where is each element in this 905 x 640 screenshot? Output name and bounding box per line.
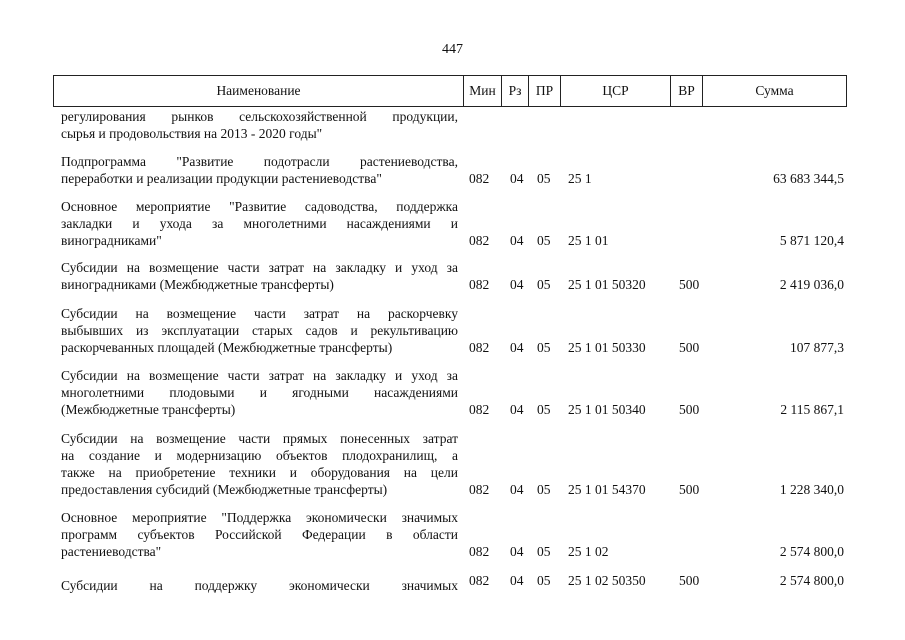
row-name-line: Подпрограмма "Развитие подотрасли растениеводства, (61, 154, 458, 169)
row-name (61, 259, 458, 293)
row-name-line: выбывших из эксплуатации старых садов и рекультивацию (61, 323, 458, 338)
row-name (61, 108, 458, 142)
cell-min: 082 (469, 544, 490, 559)
row-name-line: растениеводства" (61, 544, 162, 559)
row-name-line: Субсидии на возмещение части затрат на закладку и уход за (61, 260, 458, 275)
cell-sum: 2 574 800,0 (779, 573, 844, 588)
header-sum: Сумма (702, 76, 846, 106)
cell-pr: 05 (537, 171, 551, 186)
cell-min: 082 (469, 233, 490, 248)
header-vr: ВР (670, 76, 702, 106)
cell-sum: 1 228 340,0 (779, 482, 844, 497)
cell-rz: 04 (510, 402, 524, 417)
row-name-line: (Межбюджетные трансферты) (61, 402, 236, 417)
cell-vr: 500 (679, 402, 700, 417)
row-name-line: Субсидии на поддержку экономически значимых (61, 578, 458, 593)
cell-min: 082 (469, 402, 490, 417)
cell-min: 082 (469, 573, 490, 588)
header-min: Мин (463, 76, 501, 106)
cell-csr: 25 1 01 54370 (568, 482, 646, 497)
cell-pr: 05 (537, 482, 551, 497)
cell-vr: 500 (679, 340, 700, 355)
cell-rz: 04 (510, 544, 524, 559)
row-name-line: раскорчеванных площадей (Межбюджетные трансферты) (61, 340, 393, 355)
cell-csr: 25 1 01 50330 (568, 340, 646, 355)
row-name (61, 305, 458, 356)
cell-pr: 05 (537, 340, 551, 355)
row-name-line: на создание и модернизацию объектов плодохранилищ, а (61, 448, 458, 463)
cell-sum: 2 115 867,1 (780, 402, 844, 417)
cell-rz: 04 (510, 573, 524, 588)
row-name-line: предоставления субсидий (Межбюджетные трансферты) (61, 482, 388, 497)
cell-pr: 05 (537, 233, 551, 248)
row-name-line: Субсидии на возмещение части затрат на раскорчевку (61, 306, 458, 321)
cell-vr: 500 (679, 277, 700, 292)
row-name (61, 153, 458, 187)
row-name-line: Основное мероприятие "Поддержка экономически значимых (61, 510, 458, 525)
row-name-line: Субсидии на возмещение части затрат на закладку и уход за (61, 368, 458, 383)
cell-min: 082 (469, 340, 490, 355)
cell-sum: 2 574 800,0 (779, 544, 844, 559)
cell-rz: 04 (510, 233, 524, 248)
cell-vr: 500 (679, 573, 700, 588)
row-name-line: Основное мероприятие "Развитие садоводства, поддержка (61, 199, 458, 214)
table-header (53, 75, 847, 107)
cell-csr: 25 1 02 (568, 544, 609, 559)
row-name-line: виноградниками (Межбюджетные трансферты) (61, 277, 334, 292)
cell-vr: 500 (679, 482, 700, 497)
header-name: Наименование (216, 83, 301, 98)
cell-csr: 25 1 01 50340 (568, 402, 646, 417)
row-name (61, 430, 458, 498)
row-name-line: также на приобретение техники и оборудования на цели (61, 465, 458, 480)
cell-pr: 05 (537, 277, 551, 292)
row-name-line: закладки и ухода за многолетними насаждениями и (61, 216, 458, 231)
cell-pr: 05 (537, 573, 551, 588)
cell-sum: 63 683 344,5 (773, 171, 844, 186)
row-name-line: регулирования рынков сельскохозяйственной продукции, (61, 109, 458, 124)
cell-sum: 107 877,3 (790, 340, 844, 355)
cell-rz: 04 (510, 340, 524, 355)
header-rz: Рз (501, 76, 528, 106)
cell-rz: 04 (510, 171, 524, 186)
row-name-line: многолетними плодовыми и ягодными насаждениями (61, 385, 458, 400)
row-name-line: программ субъектов Российской Федерации в области (61, 527, 458, 542)
row-name (61, 577, 458, 594)
row-name (61, 509, 458, 560)
cell-csr: 25 1 01 (568, 233, 609, 248)
cell-csr: 25 1 02 50350 (568, 573, 646, 588)
cell-csr: 25 1 01 50320 (568, 277, 646, 292)
header-pr: ПР (528, 76, 560, 106)
row-name-line: переработки и реализации продукции растениеводства" (61, 171, 382, 186)
cell-rz: 04 (510, 277, 524, 292)
row-name-line: виноградниками" (61, 233, 162, 248)
row-name-line: сырья и продовольствия на 2013 - 2020 годы" (61, 126, 323, 141)
cell-min: 082 (469, 482, 490, 497)
cell-csr: 25 1 (568, 171, 592, 186)
row-name-line: Субсидии на возмещение части прямых понесенных затрат (61, 431, 458, 446)
page-number: 447 (442, 42, 463, 57)
cell-pr: 05 (537, 544, 551, 559)
cell-sum: 2 419 036,0 (779, 277, 844, 292)
cell-sum: 5 871 120,4 (779, 233, 844, 248)
cell-rz: 04 (510, 482, 524, 497)
row-name (61, 198, 458, 249)
cell-pr: 05 (537, 402, 551, 417)
row-name (61, 367, 458, 418)
header-csr: ЦСР (560, 76, 670, 106)
cell-min: 082 (469, 171, 490, 186)
cell-min: 082 (469, 277, 490, 292)
